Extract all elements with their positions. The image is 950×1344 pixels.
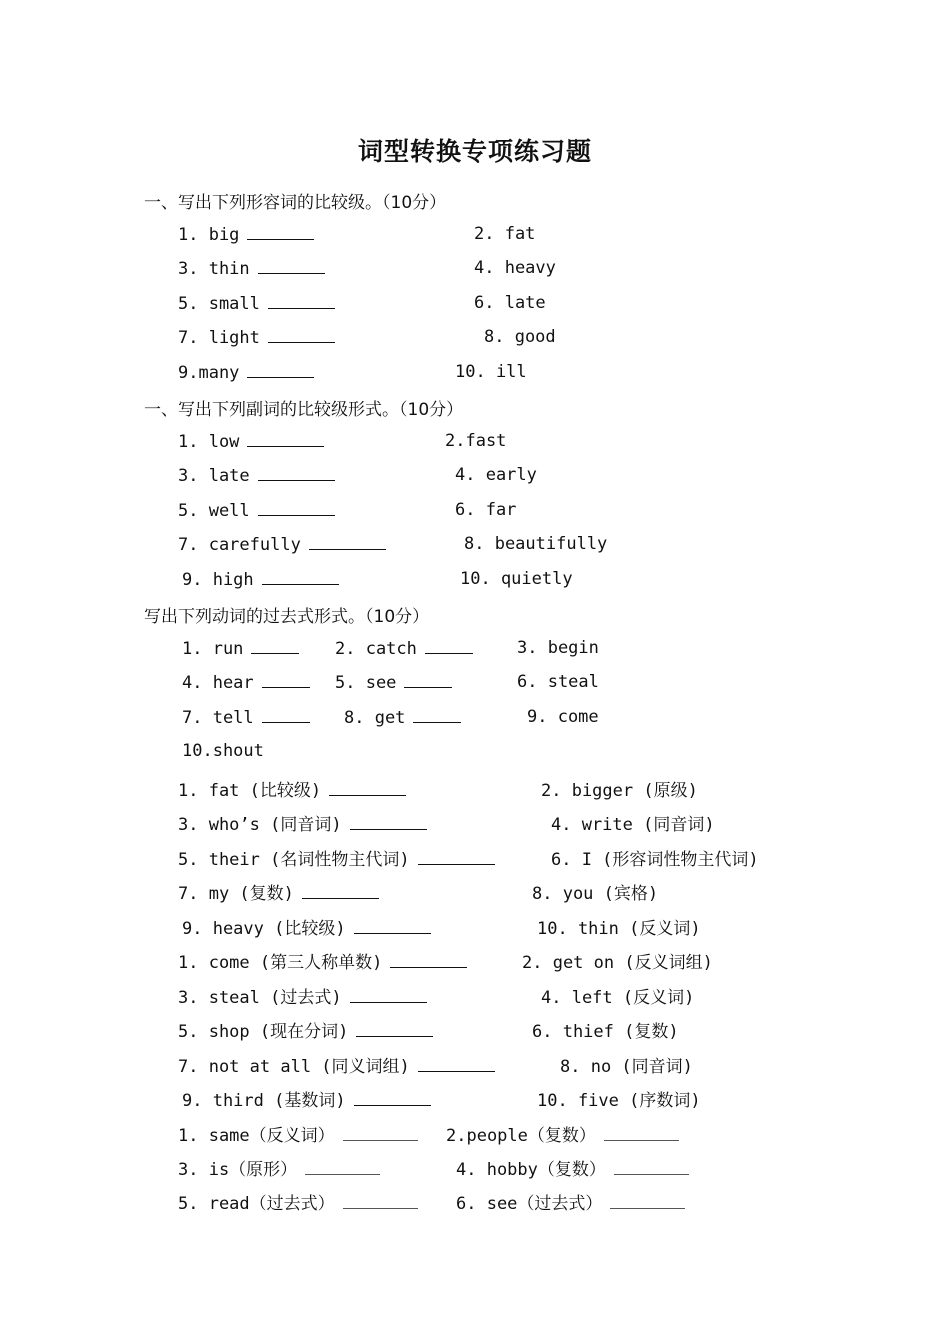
s1-row-4 bbox=[0, 327, 950, 351]
s4-item-4: 4. write (同音词) bbox=[551, 815, 715, 835]
s4-row-2 bbox=[0, 810, 950, 834]
s5-row-5 bbox=[0, 1086, 950, 1110]
s3-item-8: 8. get bbox=[344, 707, 461, 728]
answer-blank[interactable] bbox=[418, 1056, 495, 1072]
s1-row-2 bbox=[0, 258, 950, 282]
answer-blank[interactable] bbox=[354, 1090, 431, 1106]
s1-item-4: 4. heavy bbox=[474, 258, 556, 278]
s5-item-5: 5. shop (现在分词) bbox=[178, 1017, 433, 1042]
s2-item-8: 8. beautifully bbox=[464, 534, 608, 554]
s4-item-9: 9. heavy (比较级) bbox=[182, 914, 431, 939]
s1-item-6: 6. late bbox=[474, 293, 546, 313]
s3-item-3: 3. begin bbox=[517, 638, 599, 658]
answer-blank[interactable] bbox=[268, 327, 335, 343]
s3-item-2: 2. catch bbox=[335, 638, 473, 659]
answer-blank[interactable] bbox=[258, 465, 335, 481]
answer-blank[interactable] bbox=[343, 1193, 418, 1209]
answer-blank[interactable] bbox=[262, 707, 310, 723]
s1-item-3: 3. thin bbox=[178, 258, 325, 279]
answer-blank[interactable] bbox=[247, 362, 314, 378]
s5-item-9: 9. third (基数词) bbox=[182, 1086, 431, 1111]
answer-blank[interactable] bbox=[604, 1125, 679, 1141]
s2-row-3 bbox=[0, 500, 950, 524]
s2-item-7: 7. carefully bbox=[178, 534, 386, 555]
s1-row-3 bbox=[0, 293, 950, 317]
answer-blank[interactable] bbox=[354, 918, 431, 934]
s4-item-7: 7. my (复数) bbox=[178, 879, 379, 904]
s2-item-6: 6. far bbox=[455, 500, 517, 520]
s1-row-5 bbox=[0, 362, 950, 386]
s3-item-9: 9. come bbox=[527, 707, 599, 727]
s1-item-8: 8. good bbox=[484, 327, 556, 347]
s2-item-5: 5. well bbox=[178, 500, 335, 521]
s5-item-2: 2. get on (反义词组) bbox=[522, 953, 713, 973]
s6-row-1 bbox=[0, 1121, 950, 1145]
s2-item-2: 2.fast bbox=[445, 431, 507, 451]
s3-item-5: 5. see bbox=[335, 672, 452, 693]
s6-item-3: 3. is（原形） bbox=[178, 1155, 380, 1180]
s2-item-10: 10. quietly bbox=[460, 569, 573, 589]
answer-blank[interactable] bbox=[247, 224, 314, 240]
section-3-heading: 写出下列动词的过去式形式。（10分） bbox=[144, 607, 430, 627]
s5-item-8: 8. no (同音词) bbox=[560, 1057, 693, 1077]
s6-item-5: 5. read（过去式） bbox=[178, 1189, 418, 1214]
s4-row-1 bbox=[0, 776, 950, 800]
s1-item-1: 1. big bbox=[178, 224, 314, 245]
s1-item-9: 9.many bbox=[178, 362, 314, 383]
s1-item-7: 7. light bbox=[178, 327, 335, 348]
answer-blank[interactable] bbox=[329, 780, 406, 796]
s2-item-9: 9. high bbox=[182, 569, 339, 590]
answer-blank[interactable] bbox=[425, 638, 473, 654]
s3-item-6: 6. steal bbox=[517, 672, 599, 692]
s4-row-3 bbox=[0, 845, 950, 869]
answer-blank[interactable] bbox=[350, 814, 427, 830]
s2-row-4 bbox=[0, 534, 950, 558]
answer-blank[interactable] bbox=[390, 952, 467, 968]
s6-item-6: 6. see（过去式） bbox=[456, 1189, 685, 1214]
s2-row-1 bbox=[0, 431, 950, 455]
s2-item-4: 4. early bbox=[455, 465, 537, 485]
s3-item-10: 10.shout bbox=[182, 741, 264, 761]
s3-item-7: 7. tell bbox=[182, 707, 310, 728]
s4-item-3: 3. who’s (同音词) bbox=[178, 810, 427, 835]
answer-blank[interactable] bbox=[343, 1125, 418, 1141]
s3-row-1 bbox=[0, 638, 950, 662]
s6-item-1: 1. same（反义词） bbox=[178, 1121, 418, 1146]
s4-item-2: 2. bigger (原级) bbox=[541, 781, 698, 801]
s5-item-1: 1. come (第三人称单数) bbox=[178, 948, 467, 973]
s4-item-10: 10. thin (反义词) bbox=[537, 919, 701, 939]
answer-blank[interactable] bbox=[262, 569, 339, 585]
s6-item-2: 2.people（复数） bbox=[446, 1121, 679, 1146]
s3-row-2 bbox=[0, 672, 950, 696]
page-title: 词型转换专项练习题 bbox=[357, 137, 592, 166]
s3-row-4 bbox=[0, 741, 950, 765]
s6-item-4: 4. hobby（复数） bbox=[456, 1155, 689, 1180]
section-2-heading: 一、写出下列副词的比较级形式。（10分） bbox=[144, 400, 464, 420]
s1-item-10: 10. ill bbox=[455, 362, 527, 382]
answer-blank[interactable] bbox=[247, 431, 324, 447]
s1-item-5: 5. small bbox=[178, 293, 335, 314]
answer-blank[interactable] bbox=[268, 293, 335, 309]
answer-blank[interactable] bbox=[404, 672, 452, 688]
answer-blank[interactable] bbox=[350, 987, 427, 1003]
s5-item-6: 6. thief (复数) bbox=[532, 1022, 679, 1042]
s5-row-4 bbox=[0, 1052, 950, 1076]
s5-row-3 bbox=[0, 1017, 950, 1041]
s4-item-8: 8. you (宾格) bbox=[532, 884, 659, 904]
answer-blank[interactable] bbox=[258, 258, 325, 274]
s2-row-5 bbox=[0, 569, 950, 593]
answer-blank[interactable] bbox=[418, 849, 495, 865]
s2-item-3: 3. late bbox=[178, 465, 335, 486]
s5-item-3: 3. steal (过去式) bbox=[178, 983, 427, 1008]
s4-item-1: 1. fat (比较级) bbox=[178, 776, 406, 801]
answer-blank[interactable] bbox=[309, 534, 386, 550]
answer-blank[interactable] bbox=[302, 883, 379, 899]
s5-row-2 bbox=[0, 983, 950, 1007]
s3-item-4: 4. hear bbox=[182, 672, 310, 693]
s6-row-2 bbox=[0, 1155, 950, 1179]
s1-row-1 bbox=[0, 224, 950, 248]
answer-blank[interactable] bbox=[262, 672, 310, 688]
answer-blank[interactable] bbox=[305, 1159, 380, 1175]
s1-item-2: 2. fat bbox=[474, 224, 536, 244]
answer-blank[interactable] bbox=[356, 1021, 433, 1037]
s5-item-4: 4. left (反义词) bbox=[541, 988, 695, 1008]
answer-blank[interactable] bbox=[610, 1193, 685, 1209]
s2-row-2 bbox=[0, 465, 950, 489]
s4-item-5: 5. their (名词性物主代词) bbox=[178, 845, 495, 870]
s6-row-3 bbox=[0, 1189, 950, 1213]
answer-blank[interactable] bbox=[413, 707, 461, 723]
s5-item-7: 7. not at all (同义词组) bbox=[178, 1052, 495, 1077]
s5-row-1 bbox=[0, 948, 950, 972]
s5-item-10: 10. five (序数词) bbox=[537, 1091, 701, 1111]
s4-item-6: 6. I (形容词性物主代词) bbox=[551, 850, 759, 870]
section-1-heading: 一、写出下列形容词的比较级。（10分） bbox=[144, 193, 447, 213]
s4-row-4 bbox=[0, 879, 950, 903]
s4-row-5 bbox=[0, 914, 950, 938]
answer-blank[interactable] bbox=[614, 1159, 689, 1175]
s3-item-1: 1. run bbox=[182, 638, 299, 659]
s2-item-1: 1. low bbox=[178, 431, 324, 452]
answer-blank[interactable] bbox=[251, 638, 299, 654]
s3-row-3 bbox=[0, 707, 950, 731]
answer-blank[interactable] bbox=[258, 500, 335, 516]
